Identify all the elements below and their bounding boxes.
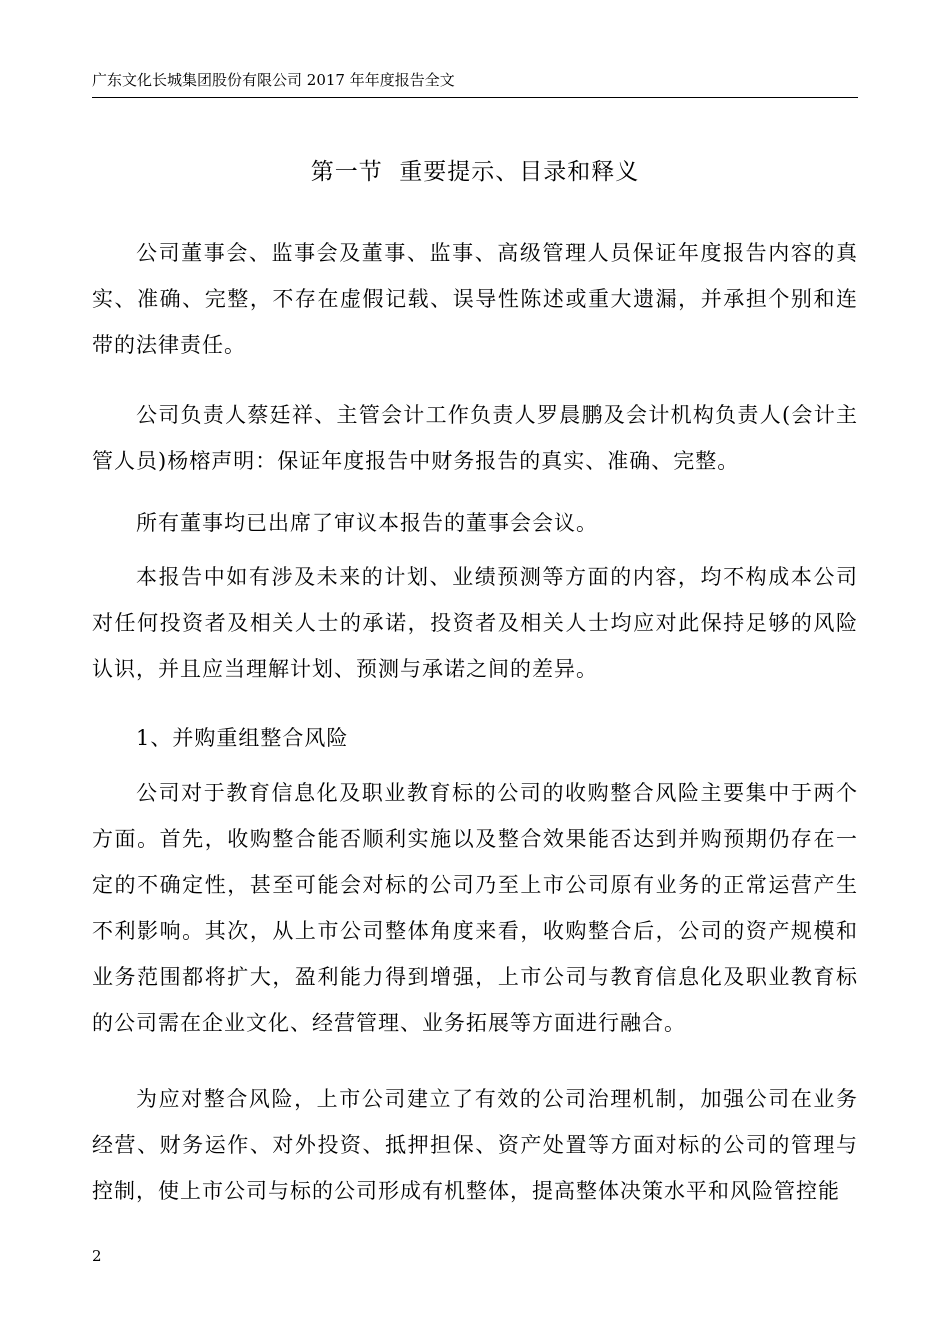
paragraph-risk-response: 为应对整合风险，上市公司建立了有效的公司治理机制，加强公司在业务经营、财务运作、对外投资、抵押担保、资产处置等方面对标的公司的管理与控制，使上市公司与标的公司形成有机整体，提高整体决策水平和风险管控能 xyxy=(92,1087,858,1203)
risk-heading: 1、并购重组整合风险 xyxy=(136,726,349,750)
paragraph-board-guarantee: 公司董事会、监事会及董事、监事、高级管理人员保证年度报告内容的真实、准确、完整，不存在虚假记载、误导性陈述或重大遗漏，并承担个别和连带的法律责任。 xyxy=(92,241,858,357)
running-header: 广东文化长城集团股份有限公司 2017 年年度报告全文 xyxy=(92,71,455,89)
paragraph-integration-risk: 公司对于教育信息化及职业教育标的公司的收购整合风险主要集中于两个方面。首先，收购整合能否顺利实施以及整合效果能否达到并购预期仍存在一定的不确定性，甚至可能会对标的公司乃至上市公司原有业务的正常运营产生不利影响。其次，从上市公司整体角度来看，收购整合后，公司的资产规模和业务范围都将扩大，盈利能力得到增强，上市公司与教育信息化及职业教育标的公司需在企业文化、经营管理、业务拓展等方面进行融合。 xyxy=(92,781,858,1035)
paragraph-forward-looking: 本报告中如有涉及未来的计划、业绩预测等方面的内容，均不构成本公司对任何投资者及相关人士的承诺，投资者及相关人士均应对此保持足够的风险认识，并且应当理解计划、预测与承诺之间的差异。 xyxy=(92,565,858,681)
header-divider xyxy=(92,97,858,98)
paragraph-responsible-persons: 公司负责人蔡廷祥、主管会计工作负责人罗晨鹏及会计机构负责人(会计主管人员)杨榕声明：保证年度报告中财务报告的真实、准确、完整。 xyxy=(92,403,858,473)
paragraph-board-attendance: 所有董事均已出席了审议本报告的董事会会议。 xyxy=(136,511,598,535)
page-number: 2 xyxy=(92,1247,102,1265)
section-title: 第一节 重要提示、目录和释义 xyxy=(310,159,640,185)
